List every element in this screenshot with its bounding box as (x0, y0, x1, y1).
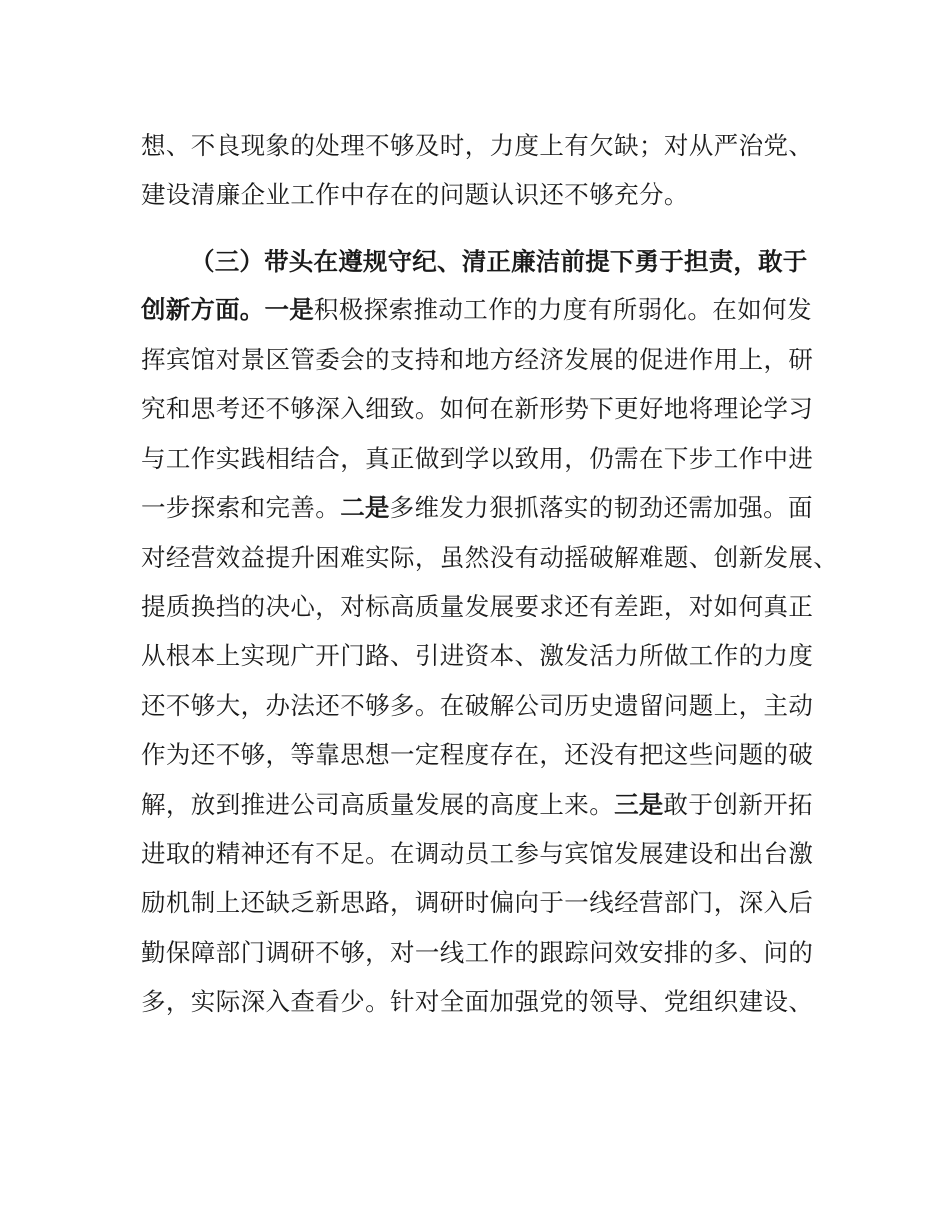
text-segment: 建设清廉企业工作中存在的问题认识还不够充分。 (141, 180, 689, 209)
bold-text-segment: 创新方面。 (141, 295, 265, 324)
text-segment: 想、不良现象的处理不够及时，力度上有欠缺；对从严治党、 (141, 131, 814, 160)
text-line (141, 340, 814, 380)
text-line (141, 883, 814, 923)
text-segment: 敢于创新开拓 (663, 790, 813, 819)
text-segment: 进取的精神还有不足。在调动员工参与宾馆发展建设和出台激 (141, 839, 814, 868)
text-line (141, 587, 814, 627)
text-segment: 从根本上实现广开门路、引进资本、激发活力所做工作的力度 (141, 641, 814, 670)
text-segment: 作为还不够，等靠思想一定程度存在，还没有把这些问题的破 (141, 740, 814, 769)
text-segment: 一步探索和完善。 (141, 493, 341, 522)
text-line (141, 389, 814, 429)
text-line (141, 175, 811, 215)
text-segment: 解，放到推进公司高质量发展的高度上来。 (141, 790, 615, 819)
text-segment: 究和思考还不够深入细致。如何在新形势下更好地将理论学习 (141, 394, 814, 423)
bold-text-segment: 三是 (614, 790, 664, 819)
text-segment: 提质换挡的决心，对标高质量发展要求还有差距，对如何真正 (141, 592, 814, 621)
text-line (141, 686, 814, 726)
text-segment: 还不够大，办法还不够多。在破解公司历史遗留问题上，主动 (141, 691, 814, 720)
text-segment: 勤保障部门调研不够，对一线工作的跟踪问效安排的多、问的 (141, 938, 814, 967)
text-line (141, 785, 811, 825)
text-line (141, 933, 814, 973)
text-line (141, 735, 814, 775)
text-line (141, 834, 814, 874)
text-line (141, 982, 814, 1022)
text-segment: 挥宾馆对景区管委会的支持和地方经济发展的促进作用上，研 (141, 345, 814, 374)
text-line (141, 636, 814, 676)
bold-text-segment: （三）带头在遵规守纪、清正廉洁前提下勇于担责，敢于 (190, 247, 808, 276)
text-segment: 对经营效益提升困难实际，虽然没有动摇破解难题、创新发展、 (141, 543, 839, 572)
bold-text-segment: 二是 (340, 493, 390, 522)
text-segment: 多维发力狠抓落实的韧劲还需加强。面 (389, 493, 813, 522)
text-line (141, 538, 839, 578)
bold-text-segment: 一是 (264, 295, 314, 324)
text-line (141, 126, 814, 166)
text-line (141, 290, 811, 330)
text-segment: 与工作实践相结合，真正做到学以致用，仍需在下步工作中进 (141, 444, 814, 473)
text-line (141, 439, 814, 479)
text-line (190, 242, 811, 282)
text-line (141, 488, 811, 528)
text-segment: 多，实际深入查看少。针对全面加强党的领导、党组织建设、 (141, 987, 814, 1016)
text-segment: 励机制上还缺乏新思路，调研时偏向于一线经营部门，深入后 (141, 888, 814, 917)
text-segment: 积极探索推动工作的力度有所弱化。在如何发 (313, 295, 812, 324)
